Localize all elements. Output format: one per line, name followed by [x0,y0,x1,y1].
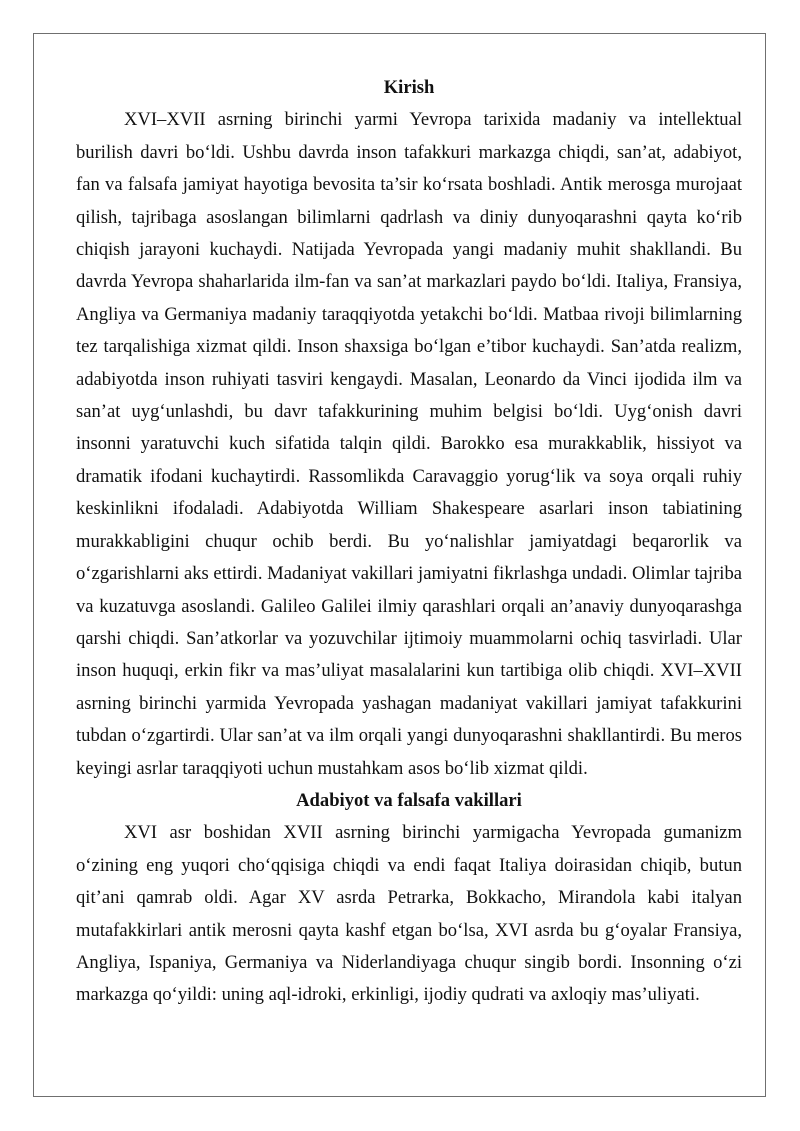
section-heading-kirish: Kirish [383,77,435,98]
section-paragraph-adabiyot: XVI asr boshidan XVII asrning birinchi yarmigacha Yevropada gumanizm o‘zining eng yuqori cho‘qqisiga chiqdi va endi faqat Italiya doirasidan chiqib, butun qit’ani qamrab oldi. Agar XV asrda Petrarka, Bokkacho, Mirandola kabi italyan mutafakkirlari antik merosni qayta kashf etgan bo‘lsa, XVI asrda bu g‘oyalar Fransiya, Angliya, Ispaniya, Germaniya va Niderlandiyaga chuqur singib bordi. Insonning o‘zi markazga qo‘yildi: uning aql-idroki, erkinligi, ijodiy qudrati va axloqiy mas’uliyati. [76,822,742,1006]
section-paragraph-kirish: XVI–XVII asrning birinchi yarmi Yevropa tarixida madaniy va intellektual burilish davri bo‘ldi. Ushbu davrda inson tafakkuri markazga chiqdi, san’at, adabiyot, fan va falsafa jamiyat hayotiga bevosita ta’sir ko‘rsata boshladi. Antik merosga murojaat qilish, tajribaga asoslangan bilimlarni qadrlash va diniy dunyoqarashni qayta ko‘rib chiqish jarayoni kuchaydi. Natijada Yevropada yangi madaniy muhit shakllandi. Bu davrda Yevropa shaharlarida ilm-fan va san’at markazlari paydo bo‘ldi. Italiya, Fransiya, Angliya va Germaniya madaniy taraqqiyotda yetakchi bo‘ldi. Matbaa rivoji bilimlarning tez tarqalishiga xizmat qildi. Inson shaxsiga bo‘lgan e’tibor kuchaydi. San’atda realizm, adabiyotda inson ruhiyati tasviri kengaydi. Masalan, Leonardo da Vinci ijodida ilm va san’at uyg‘unlashdi, bu davr tafakkurining muhim belgisi bo‘ldi. Uyg‘onish davri insonni yaratuvchi kuch sifatida talqin qildi. Barokko esa murakkablik, hissiyot va dramatik ifodani kuchaytirdi. Rassomlikda Caravaggio yorug‘lik va soya orqali ruhiy keskinlikni ifodaladi. Adabiyotda William Shakespeare asarlari inson tabiatining murakkabligini chuqur ochib berdi. Bu yo‘nalishlar jamiyatdagi beqarorlik va o‘zgarishlarni aks ettirdi. Madaniyat vakillari jamiyatni fikrlashga undadi. Olimlar tajriba va kuzatuvga asoslandi. Galileo Galilei ilmiy qarashlari orqali an’anaviy dunyoqarashga qarshi chiqdi. San’atkorlar va yozuvchilar ijtimoiy muammolarni ochiq tasvirladi. Ular inson huquqi, erkin fikr va mas’uliyat masalalarini kun tartibiga olib chiqdi. XVI–XVII asrning birinchi yarmida Yevropada yashagan madaniyat vakillari jamiyat tafakkurini tubdan o‘zgartirdi. Ular san’at va ilm orqali yangi dunyoqarashni shakllantirdi. Bu meros keyingi asrlar taraqqiyoti uchun mustahkam asos bo‘lib xizmat qildi. [76,109,742,779]
section-heading-adabiyot: Adabiyot va falsafa vakillari [296,789,522,811]
document-body [76,72,742,1012]
